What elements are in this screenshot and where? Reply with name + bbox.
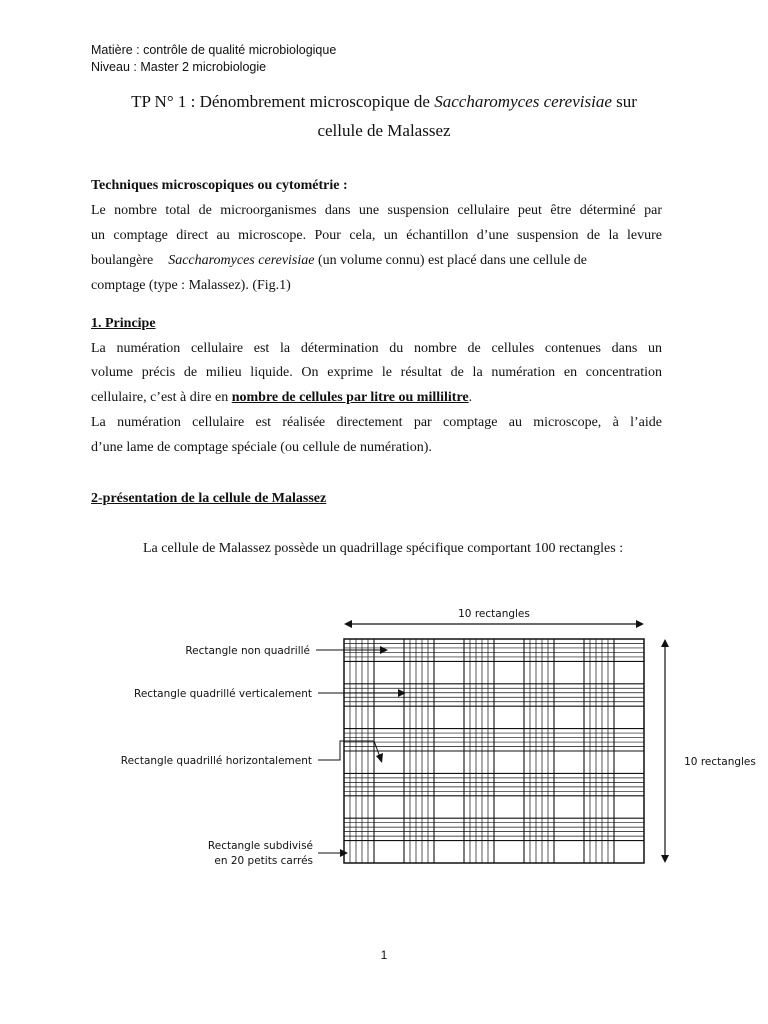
techniques-line-3-suffix: (un volume connu) est placé dans une cellule de (318, 253, 588, 268)
title-prefix: TP N° 1 : Dénombrement microscopique de (131, 92, 435, 111)
principe-line-3-prefix: cellulaire, c’est à dire en (91, 390, 232, 405)
label-quadrille-vertical: Rectangle quadrillé verticalement (134, 688, 312, 700)
callout-horizontal-head (376, 753, 383, 763)
top-arrow-right-head (636, 620, 644, 628)
principe-heading: 1. Principe (91, 316, 156, 331)
presentation-heading: 2-présentation de la cellule de Malassez (91, 491, 327, 506)
techniques-heading: Techniques microscopiques ou cytométrie : (91, 178, 348, 193)
right-arrow-top-head (661, 639, 669, 647)
label-subdivise-2: en 20 petits carrés (214, 855, 313, 867)
presentation-text: La cellule de Malassez possède un quadrillage spécifique comportant 100 rectangles : (143, 541, 624, 556)
label-non-quadrille: Rectangle non quadrillé (185, 645, 310, 657)
page-title-line2: cellule de Malassez (317, 121, 451, 140)
top-arrow-left-head (344, 620, 352, 628)
techniques-line-2: un comptage direct au microscope. Pour cela, un échantillon d’une suspension de la levure (91, 228, 662, 243)
malassez-grid (344, 639, 644, 863)
header-subject: Matière : contrôle de qualité microbiologique (91, 43, 337, 57)
label-right-rectangles: 10 rectangles (684, 756, 756, 768)
techniques-line-3-prefix: boulangère (91, 253, 154, 268)
techniques-species: Saccharomyces cerevisiae (168, 253, 315, 268)
principe-line-4: La numération cellulaire est réalisée directement par comptage au microscope, à l’aide (91, 415, 662, 430)
title-species: Saccharomyces cerevisiae (434, 92, 612, 111)
label-quadrille-horizontal: Rectangle quadrillé horizontalement (120, 755, 312, 767)
principe-line-5: d’une lame de comptage spéciale (ou cellule de numération). (91, 440, 432, 455)
title-suffix: sur (611, 92, 637, 111)
callout-non-quadrille-head (380, 646, 388, 654)
page-number: 1 (380, 948, 388, 962)
principe-line-1: La numération cellulaire est la détermination du nombre de cellules contenues dans un (91, 341, 662, 356)
techniques-line-4: comptage (type : Malassez). (Fig.1) (91, 278, 291, 293)
techniques-line-1: Le nombre total de microorganismes dans une suspension cellulaire peut être déterminé par (91, 203, 662, 218)
principe-emphasis: nombre de cellules par litre ou millilitre (231, 390, 469, 405)
callout-vertical-head (398, 689, 406, 697)
right-arrow-bottom-head (661, 855, 669, 863)
principe-line-3-suffix: . (468, 390, 473, 405)
header-level: Niveau : Master 2 microbiologie (91, 60, 267, 74)
principe-line-2: volume précis de milieu liquide. On exprime le résultat de la numération en concentration (91, 365, 662, 380)
label-subdivise-1: Rectangle subdivisé (207, 840, 313, 852)
label-top-rectangles: 10 rectangles (458, 608, 530, 620)
